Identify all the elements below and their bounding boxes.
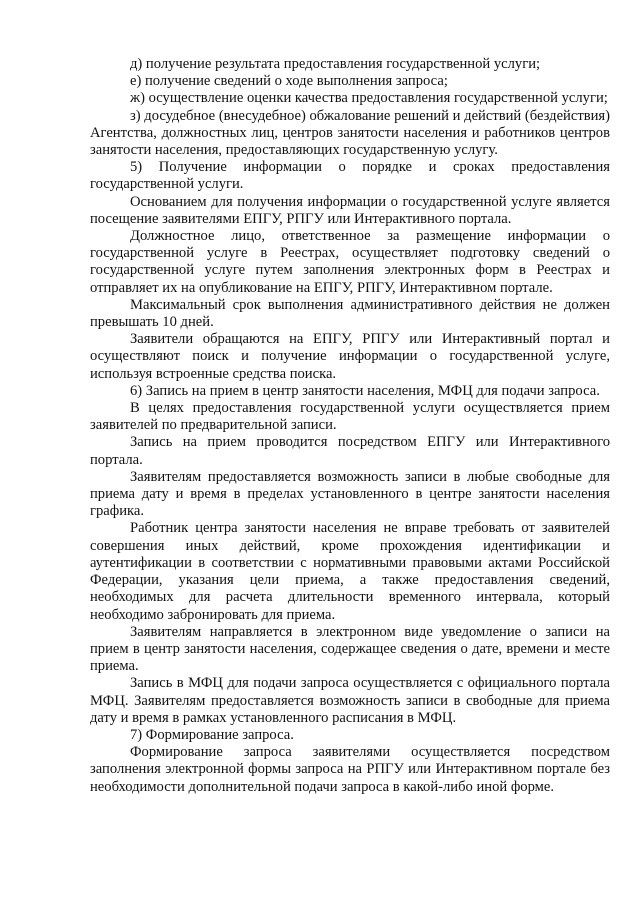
paragraph: Основанием для получения информации о государственной услуге является посещение заявителями ЕПГУ, РПГУ или Интерактивного портала. bbox=[90, 193, 610, 227]
paragraph: Заявителям предоставляется возможность записи в любые свободные для приема дату и время в пределах установленного в центре занятости населения графика. bbox=[90, 468, 610, 520]
paragraph-item-e: е) получение сведений о ходе выполнения запроса; bbox=[130, 73, 448, 90]
paragraph: Запись в МФЦ для подачи запроса осуществляется с официального портала МФЦ. Заявителям предоставляется возможность записи в свободные для приема дату и время в рамках установленного расписания в МФЦ. bbox=[90, 675, 610, 726]
paragraph: Работник центра занятости населения не вправе требовать от заявителей совершения иных действий, кроме прохождения идентификации и аутентификации в соответствии с нормативными правовыми актами Российской Федерации, указания цели приема, а также предоставления сведений, необходимых для расчета длительности временного интервала, который необходимо забронировать для приема. bbox=[90, 520, 610, 623]
paragraph: Должностное лицо, ответственное за размещение информации о государственной услуге в Реестрах, осуществляет подготовку сведений о государственной услуге путем заполнения электронных форм в Реестрах и отправляет их на опубликование на ЕПГУ, РПГУ, Интерактивном портале. bbox=[90, 228, 610, 296]
paragraph: Заявители обращаются на ЕПГУ, РПГУ или Интерактивный портал и осуществляют поиск и получение информации о государственной услуге, используя встроенные средства поиска. bbox=[90, 331, 610, 382]
paragraph-section-7: 7) Формирование запроса. bbox=[130, 726, 294, 743]
paragraph-item-d: д) получение результата предоставления государственной услуги; bbox=[130, 56, 541, 72]
paragraph-item-zh: ж) осуществление оценки качества предоставления государственной услуги; bbox=[130, 90, 608, 107]
paragraph-item-z: з) досудебное (внесудебное) обжалование решений и действий (бездействия) Агентства, должностных лиц, центров занятости населения и работников центров занятости населения, предоставляющих государственную услугу. bbox=[90, 107, 610, 159]
paragraph: Максимальный срок выполнения административного действия не должен превышать 10 дней. bbox=[90, 296, 610, 331]
paragraph-section-6: 6) Запись на прием в центр занятости населения, МФЦ для подачи запроса. bbox=[130, 382, 600, 399]
paragraph-section-5: 5) Получение информации о порядке и сроках предоставления государственной услуги. bbox=[90, 159, 610, 193]
document-body bbox=[90, 56, 610, 796]
paragraph: Запись на прием проводится посредством ЕПГУ или Интерактивного портала. bbox=[90, 434, 610, 468]
paragraph: Формирование запроса заявителями осуществляется посредством заполнения электронной формы запроса на РПГУ или Интерактивном портале без необходимости дополнительной подачи запроса в какой-либо иной форме. bbox=[90, 744, 610, 795]
paragraph: Заявителям направляется в электронном виде уведомление о записи на прием в центр занятости населения, содержащее сведения о дате, времени и месте приема. bbox=[90, 623, 610, 675]
paragraph: В целях предоставления государственной услуги осуществляется прием заявителей по предварительной записи. bbox=[90, 400, 610, 434]
